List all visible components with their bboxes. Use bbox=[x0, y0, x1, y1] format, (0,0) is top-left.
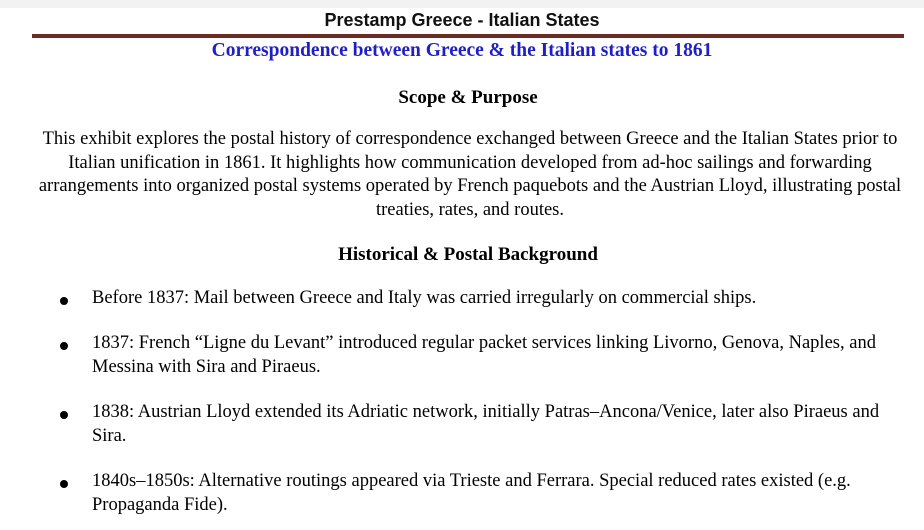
document-header: Prestamp Greece - Italian States bbox=[324, 10, 600, 30]
bullet-dot-icon bbox=[60, 342, 68, 350]
bullet-dot-icon bbox=[60, 411, 68, 419]
section-heading-background: Historical & Postal Background bbox=[338, 244, 598, 265]
bullet-text: 1838: Austrian Lloyd extended its Adriatic network, initially Patras–Ancona/Venice, later also Piraeus and Sira. bbox=[92, 402, 880, 446]
bullet-text: 1840s–1850s: Alternative routings appeared via Trieste and Ferrara. Special reduced rates existed (e.g. Propaganda Fide). bbox=[92, 471, 851, 515]
document-subtitle: Correspondence between Greece & the Italian states to 1861 bbox=[211, 40, 713, 61]
bullet-dot-icon bbox=[60, 480, 68, 488]
header-rule bbox=[32, 34, 904, 38]
section-heading-scope: Scope & Purpose bbox=[398, 87, 538, 108]
bullet-text: Before 1837: Mail between Greece and Italy was carried irregularly on commercial ships. bbox=[92, 288, 757, 308]
scope-paragraph: This exhibit explores the postal history of correspondence exchanged between Greece and the Italian States prior to Italian unification in 1861. It highlights how communication developed from ad-hoc sailings and forwarding arrangements into organized postal systems operated by French paquebots and the Austrian Lloyd, illustrating postal treaties, rates, and routes. bbox=[38, 129, 902, 220]
bullet-dot-icon bbox=[60, 297, 68, 305]
top-strip bbox=[0, 0, 924, 8]
bullet-text: 1837: French “Ligne du Levant” introduced regular packet services linking Livorno, Genova, Naples, and Messina with Sira and Piraeus. bbox=[92, 333, 876, 377]
